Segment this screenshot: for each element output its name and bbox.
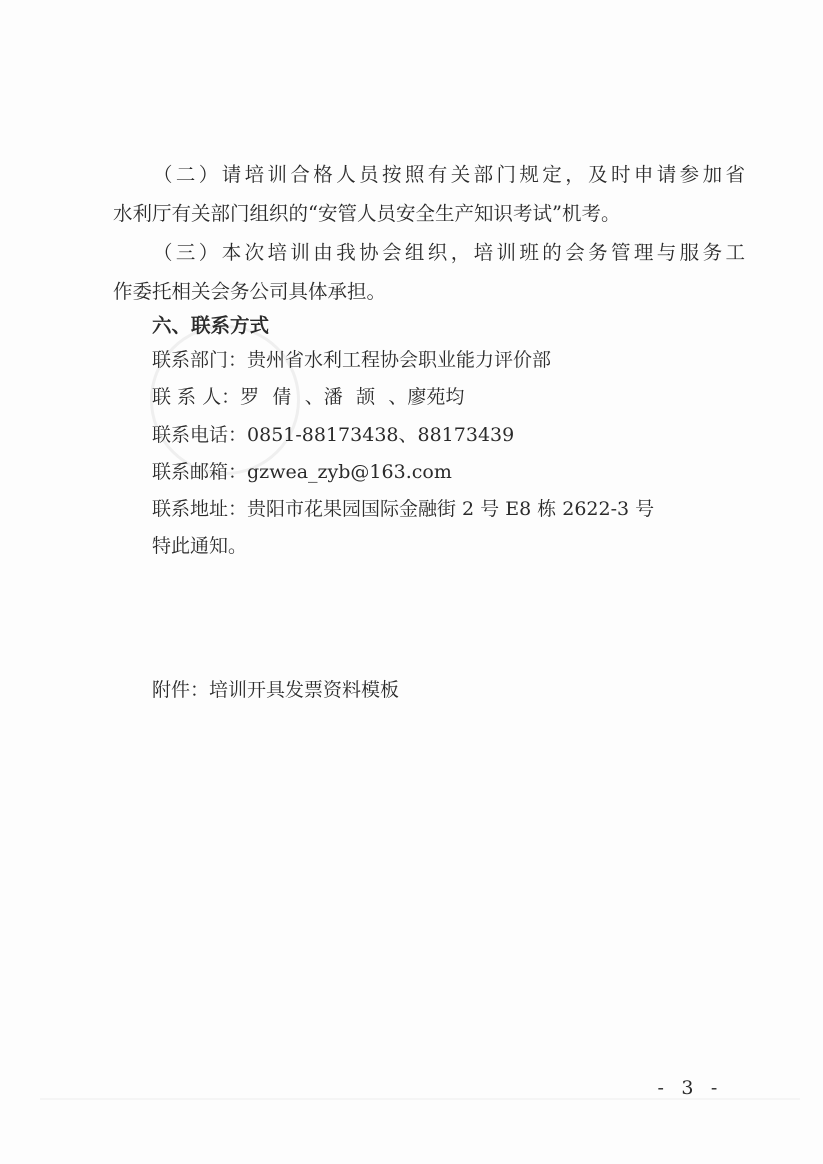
- contact-person-separator: 、: [388, 386, 408, 408]
- contact-department-value: 贵州省水利工程协会职业能力评价部: [247, 349, 552, 371]
- contact-person-3: 廖苑均: [407, 386, 465, 408]
- contact-address-row: [152, 494, 654, 524]
- contact-address-value: 贵阳市花果园国际金融街 2 号 E8 栋 2622-3 号: [247, 498, 655, 520]
- contact-department-label: 联系部门：: [152, 349, 248, 371]
- closing-text: 特此通知。: [152, 535, 248, 557]
- contact-persons-row: [152, 382, 464, 412]
- section-2-line-1: （二）请培训合格人员按照有关部门规定，及时申请参加省: [153, 163, 745, 186]
- section-2-line-2: 水利厅有关部门组织的“安管人员安全生产知识考试”机考。: [113, 202, 621, 225]
- contact-department-row: [152, 345, 551, 375]
- section-3-line-1: （三）本次培训由我协会组织，培训班的会务管理与服务工: [153, 241, 745, 264]
- section-3-line-2: 作委托相关会务公司具体承担。: [113, 280, 387, 303]
- contact-address-label: 联系地址：: [152, 498, 248, 520]
- contact-email-value: gzwea_zyb@163.com: [247, 461, 452, 483]
- page-number: - 3 -: [657, 1077, 723, 1099]
- contact-email-label: 联系邮箱：: [152, 461, 248, 483]
- contact-person-separator: 、: [304, 386, 324, 408]
- contact-email-row: [152, 457, 452, 487]
- contact-heading: 六、联系方式: [152, 314, 270, 337]
- section-3-paragraph: [113, 233, 745, 311]
- scan-artifact: [40, 1098, 800, 1100]
- contact-phone-value: 0851-88173438、88173439: [247, 424, 515, 446]
- contact-persons-label: 联 系 人：: [152, 386, 241, 408]
- contact-phone-row: [152, 420, 514, 450]
- attachment-note: 附件：培训开具发票资料模板: [152, 679, 400, 701]
- section-2-paragraph: [113, 155, 745, 233]
- contact-person-1: 罗倩: [240, 386, 305, 408]
- contact-person-2: 潘颉: [323, 386, 389, 408]
- contact-phone-label: 联系电话：: [152, 424, 248, 446]
